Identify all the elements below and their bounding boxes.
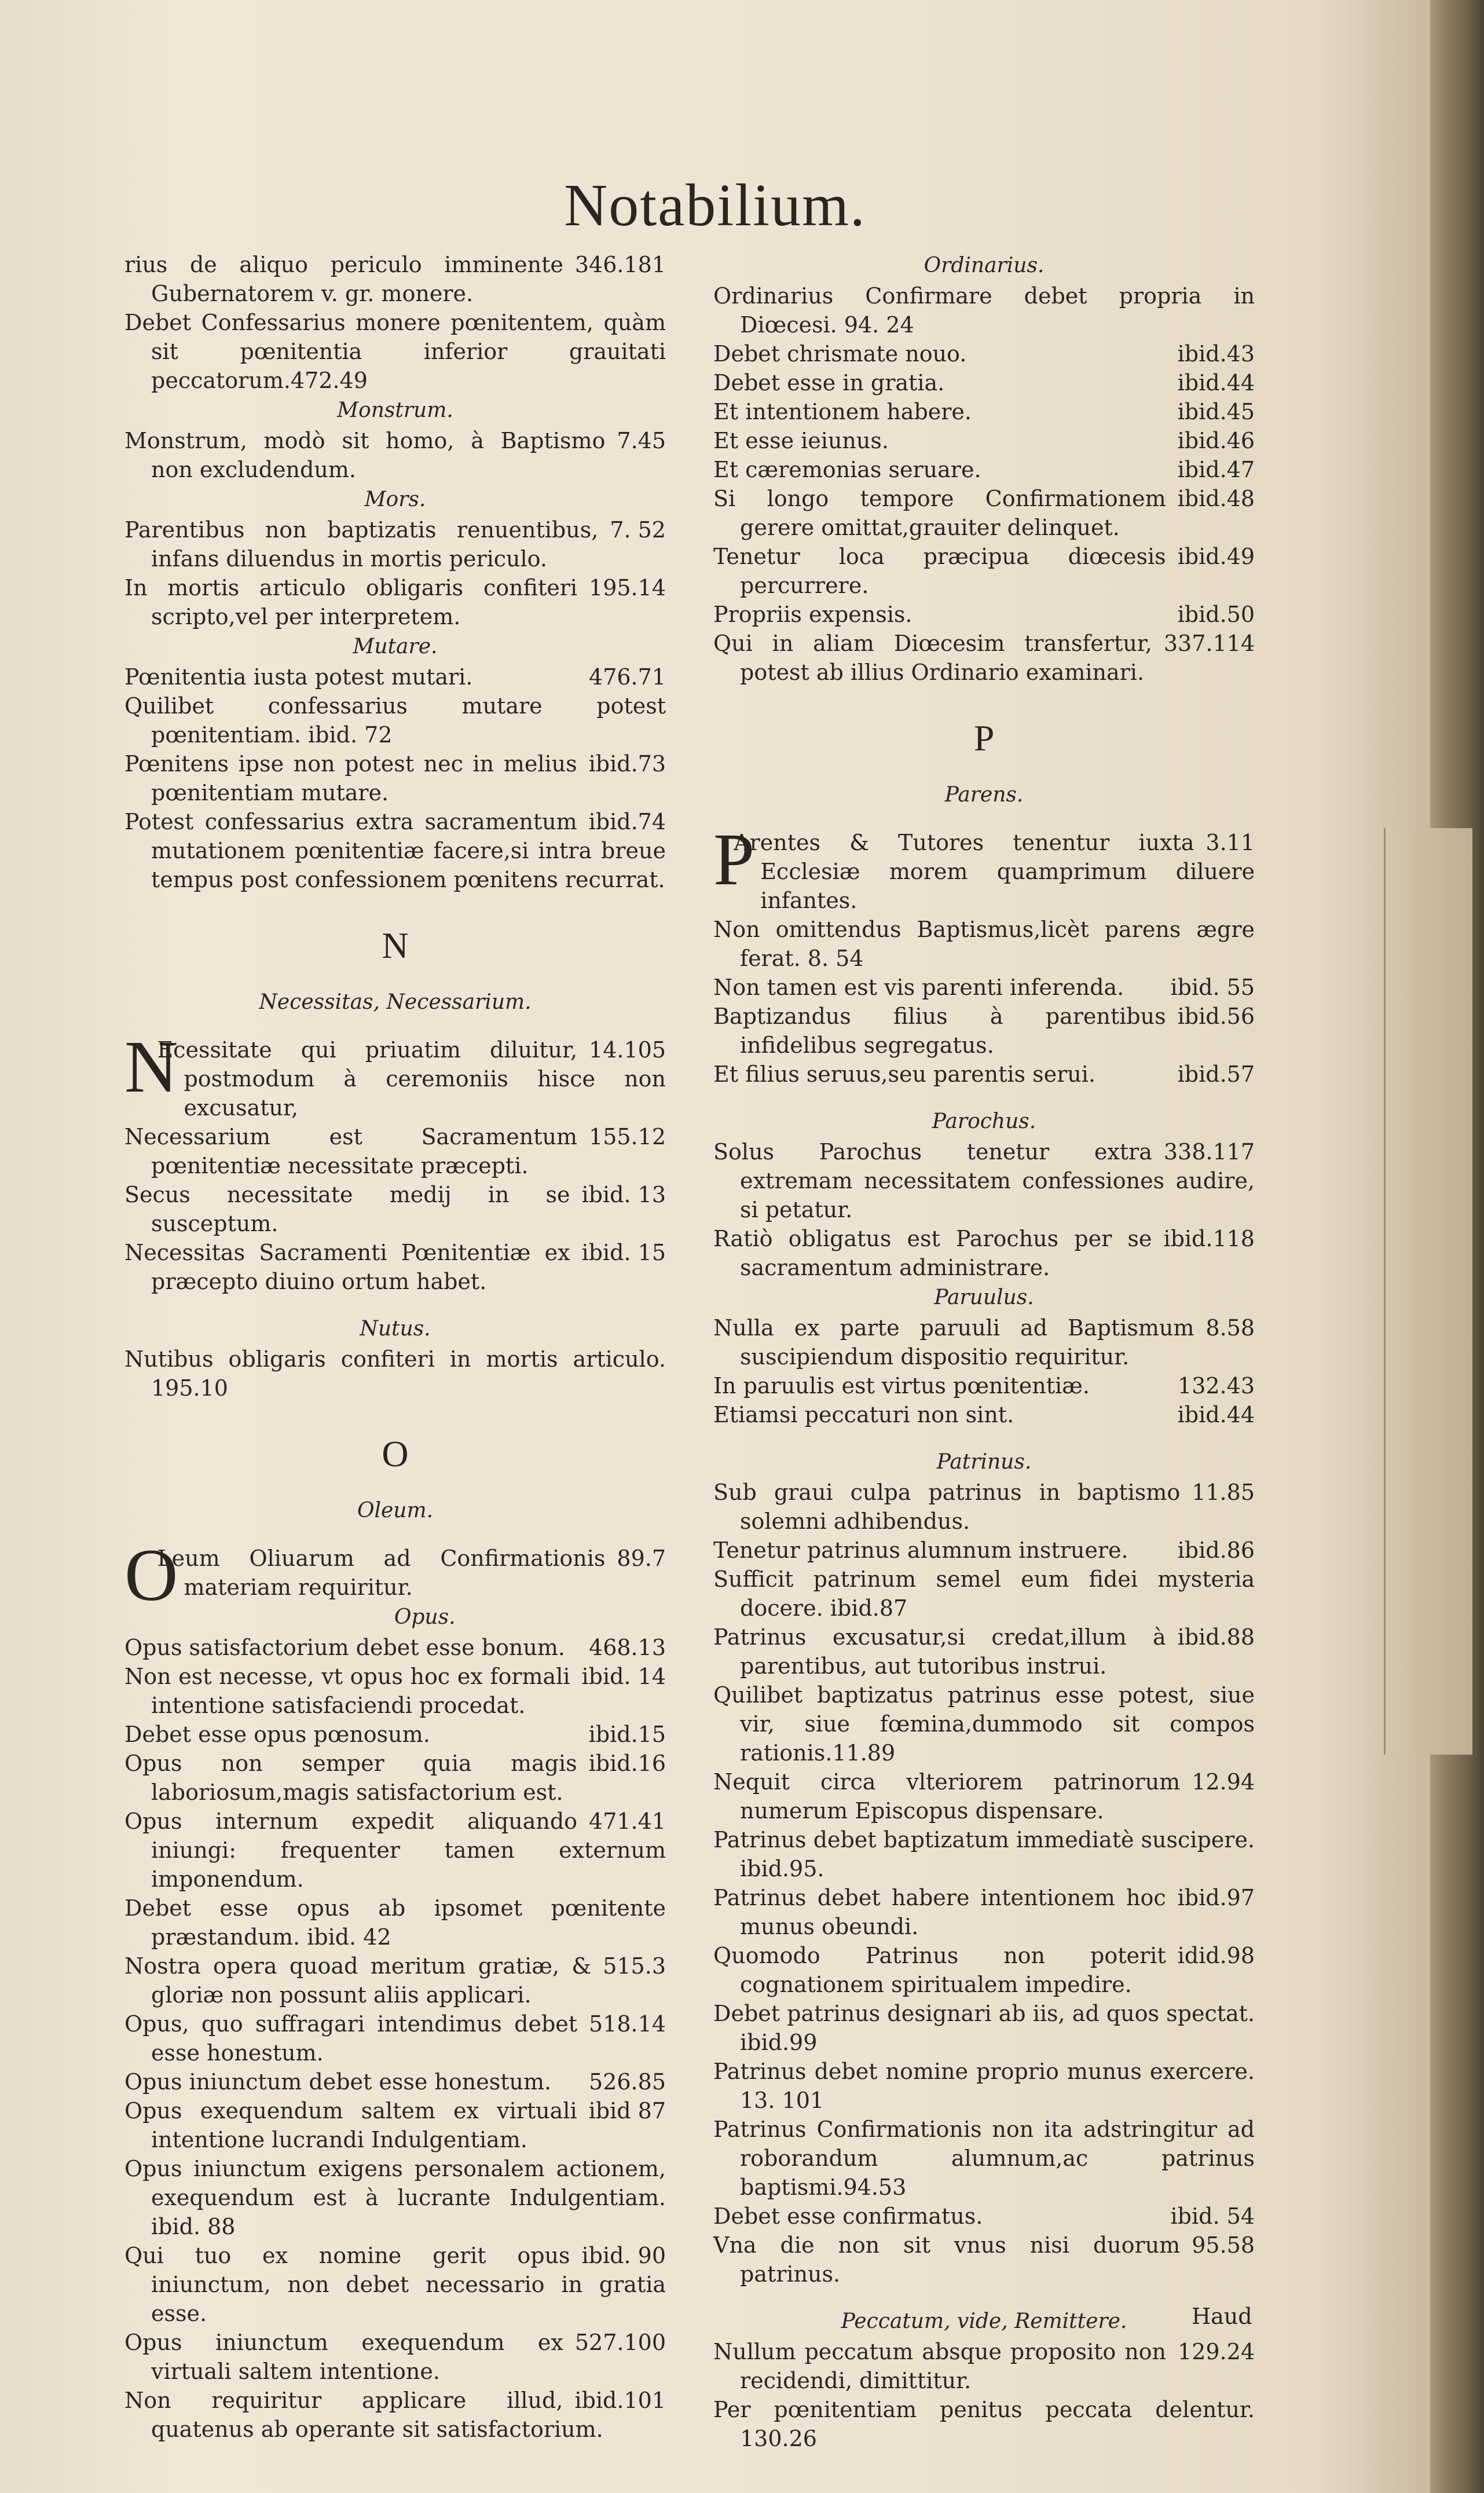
entry-reference: ibid. 54 — [1170, 2203, 1255, 2229]
entry-text: In mortis articulo obligaris confiteri scripto,vel per interpretem. — [124, 575, 578, 629]
entry-reference: ibid.57 — [1177, 1061, 1255, 1087]
entry-text: Non requiritur applicare illud, quatenus ab operante sit satisfactorium. — [124, 2388, 603, 2442]
entry-reference: 515.3 — [603, 1953, 666, 1979]
index-entry — [713, 1224, 1255, 1282]
entry-text: Qui tuo ex nomine gerit opus iniunctum, non debet necessario in gratia esse. — [124, 2243, 666, 2326]
entry-text: Tenetur patrinus alumnum instruere. — [713, 1537, 1128, 1563]
entry-text: In paruulis est virtus pœnitentiæ. — [713, 1373, 1090, 1399]
spacer — [713, 1429, 1255, 1447]
entry-reference: ibid.50 — [1177, 602, 1255, 627]
entry-reference: 476.71 — [589, 664, 666, 690]
entry-text: Propriis expensis. — [713, 602, 913, 627]
section-heading: Opus. — [394, 1605, 456, 1629]
entry-reference: idid.98 — [1177, 1943, 1255, 1968]
entry-reference: 338.117 — [1163, 1139, 1255, 1165]
entry-reference: ibid.46 — [1177, 428, 1255, 453]
entry-text: Solus Parochus tenetur extra extremam necessitatem confessiones audire, si petatur. — [713, 1139, 1255, 1222]
entry-text: Nequit circa vlteriorem patrinorum numerum Episcopus dispensare. — [713, 1769, 1181, 1824]
entry-text: Baptizandus filius à parentibus infidelibus segregatus. — [713, 1004, 1166, 1058]
entry-reference: ibid.49 — [1177, 544, 1255, 569]
entry-reference: ibid.88 — [1177, 1624, 1255, 1650]
entry-text: Qui in aliam Diœcesim transfertur, potest ab illius Ordinario examinari. — [713, 631, 1152, 685]
index-entry — [124, 2067, 666, 2096]
entry-reference: ibid.86 — [1177, 1537, 1255, 1563]
entry-reference: 132.43 — [1178, 1373, 1255, 1399]
entry-text: Si longo tempore Confirmationem gerere omittat,grauiter delinquet. — [713, 486, 1166, 540]
entry-text: Nutibus obligaris confiteri in mortis articulo. 195.10 — [124, 1346, 666, 1401]
index-entry — [713, 600, 1255, 629]
index-entry — [713, 1941, 1255, 1999]
entry-text: rius de aliquo periculo imminente Gubernatorem v. gr. monere. — [124, 252, 563, 306]
entry-reference: 89.7 — [617, 1546, 666, 1571]
entry-text: Et esse ieiunus. — [713, 428, 889, 453]
entry-reference: 95.58 — [1192, 2232, 1255, 2258]
index-entry — [124, 1720, 666, 1749]
entry-text: Patrinus debet baptizatum immediatè suscipere. ibid.95. — [713, 1827, 1255, 1881]
entry-reference: ibid.118 — [1163, 1226, 1255, 1251]
entry-text: Debet esse in gratia. — [713, 370, 945, 396]
entry-reference: ibid.73 — [588, 751, 666, 777]
index-entry — [713, 2202, 1255, 2231]
entry-reference: ibid. 90 — [581, 2243, 666, 2268]
index-entry — [713, 1825, 1255, 1883]
entry-reference: 129.24 — [1178, 2339, 1255, 2364]
index-entry — [713, 1060, 1255, 1089]
section-heading: Paruulus. — [934, 1286, 1034, 1309]
entry-text: Debet esse opus pœnosum. — [124, 1722, 430, 1747]
entry-text: Patrinus debet habere intentionem hoc munus obeundi. — [713, 1885, 1166, 1939]
entry-text: Necessarium est Sacramentum pœnitentiæ necessitate præcepti. — [124, 1124, 578, 1178]
drop-cap: O — [124, 1534, 178, 1616]
entry-text: Etiamsi peccaturi non sint. — [713, 1402, 1014, 1427]
entry-reference: ibid.45 — [1177, 399, 1255, 424]
entry-text: Et intentionem habere. — [713, 399, 972, 424]
index-entry — [713, 1313, 1255, 1371]
index-entry — [713, 915, 1255, 973]
entry-text: Patrinus debet nomine proprio munus exercere. 13. 101 — [713, 2059, 1255, 2113]
index-entry — [124, 1345, 666, 1403]
spacer — [124, 1296, 666, 1313]
index-entry-initial — [713, 818, 1255, 915]
entry-text: Et cæremonias seruare. — [713, 457, 981, 482]
entry-text: Opus internum expedit aliquando iniungi: frequenter tamen externum imponendum. — [124, 1809, 666, 1892]
index-entry — [713, 426, 1255, 455]
letter-heading: O — [382, 1433, 409, 1474]
entry-reference: 14.105 — [589, 1037, 666, 1063]
entry-text: Arentes & Tutores tenentur iuxta Ecclesiæ morem quamprimum diluere infantes. — [734, 830, 1255, 913]
entry-text: Non omittendus Baptismus,licèt parens ægre ferat. 8. 54 — [713, 917, 1255, 971]
index-entry — [124, 2009, 666, 2067]
entry-text: Ecessitate qui priuatim diluitur, postmodum à ceremoniis hisce non excusatur, — [157, 1037, 666, 1121]
index-entry — [713, 455, 1255, 484]
entry-text: Necessitas Sacramenti Pœnitentiæ ex præcepto diuino ortum habet. — [124, 1240, 570, 1294]
index-entry — [713, 1478, 1255, 1536]
index-entry — [124, 1238, 666, 1296]
index-entry — [713, 1371, 1255, 1400]
index-entry — [124, 573, 666, 631]
letter-heading: N — [382, 925, 409, 966]
entry-reference: ibid.47 — [1177, 457, 1255, 482]
index-entry — [713, 368, 1255, 397]
index-entry — [713, 1002, 1255, 1060]
section-heading: Peccatum, vide, Remittere. — [841, 2309, 1127, 2333]
index-entry — [713, 1681, 1255, 1767]
entry-text: Debet esse opus ab ipsomet pœnitente præstandum. ibid. 42 — [124, 1895, 666, 1950]
index-entry — [713, 2057, 1255, 2115]
entry-text: Debet esse confirmatus. — [713, 2203, 983, 2229]
entry-text: Non tamen est vis parenti inferenda. — [713, 975, 1124, 1000]
index-entry — [713, 1767, 1255, 1825]
entry-reference: ibid.44 — [1177, 1402, 1255, 1427]
entry-reference: 471.41 — [589, 1809, 666, 1834]
entry-text: Opus iniunctum debet esse honestum. — [124, 2069, 552, 2095]
index-entry — [713, 397, 1255, 426]
entry-reference: 518.14 — [589, 2011, 666, 2037]
section-heading: Ordinarius. — [924, 254, 1045, 277]
spacer — [713, 811, 1255, 828]
entry-reference: ibid 87 — [588, 2098, 666, 2124]
drop-cap: P — [713, 818, 755, 900]
entry-reference: ibid. 14 — [581, 1664, 666, 1689]
entry-reference: 195.14 — [589, 575, 666, 601]
entry-text: Patrinus Confirmationis non ita adstringitur ad roborandum alumnum,ac patrinus baptismi.94.53 — [713, 2117, 1255, 2200]
index-entry — [713, 281, 1255, 339]
entry-reference: ibid.56 — [1177, 1004, 1255, 1029]
index-entry — [713, 542, 1255, 600]
entry-text: Nullum peccatum absque proposito non recidendi, dimittitur. — [713, 2339, 1167, 2393]
index-entry — [124, 1894, 666, 1952]
entry-text: Debet chrismate nouo. — [713, 341, 967, 367]
index-entry — [713, 973, 1255, 1002]
index-entry — [124, 2096, 666, 2154]
entry-reference: 346.181 — [574, 252, 666, 277]
entry-reference: ibid. 13 — [581, 1182, 666, 1207]
entry-reference: ibid. 15 — [581, 1240, 666, 1265]
entry-text: Debet Confessarius monere pœnitentem, quàm sit pœnitentia inferior grauitati peccatorum.472.49 — [124, 310, 666, 393]
index-entry — [713, 1137, 1255, 1224]
index-entry — [713, 1999, 1255, 2057]
index-entry — [124, 2241, 666, 2328]
index-entry — [124, 2154, 666, 2241]
entry-text: Vna die non sit vnus nisi duorum patrinus. — [713, 2232, 1181, 2287]
entry-text: Quilibet confessarius mutare potest pœnitentiam. ibid. 72 — [124, 693, 666, 748]
index-entry-initial — [124, 1534, 666, 1616]
section-heading: Oleum. — [357, 1499, 434, 1522]
entry-text: Parentibus non baptizatis renuentibus, infans diluendus in mortis periculo. — [124, 517, 599, 572]
section-heading: Mutare. — [353, 635, 438, 658]
spacer — [713, 2289, 1255, 2306]
entry-text: Opus iniunctum exequendum ex virtuali saltem intentione. — [124, 2330, 563, 2384]
spacer — [124, 1018, 666, 1035]
left-column — [124, 250, 666, 2444]
entry-text: Pœnitentia iusta potest mutari. — [124, 664, 473, 690]
entry-reference: 11.85 — [1192, 1480, 1255, 1505]
index-entry — [713, 1565, 1255, 1623]
section-heading: Patrinus. — [936, 1450, 1032, 1474]
index-entry — [124, 662, 666, 691]
entry-text: Ratiò obligatus est Parochus per se sacramentum administrare. — [713, 1226, 1152, 1280]
entry-reference: 468.13 — [589, 1635, 666, 1660]
section-heading: Necessitas, Necessarium. — [259, 990, 532, 1014]
entry-reference: ibid.44 — [1177, 370, 1255, 396]
right-column — [713, 250, 1255, 2453]
entry-reference: ibid.43 — [1177, 341, 1255, 367]
entry-text: Opus non semper quia magis laboriosum,magis satisfactorium est. — [124, 1751, 577, 1805]
entry-text: Non est necesse, vt opus hoc ex formali intentione satisfaciendi procedat. — [124, 1664, 570, 1718]
entry-reference: ibid.15 — [588, 1722, 666, 1747]
binding-tab — [1384, 828, 1472, 1755]
entry-text: Ordinarius Confirmare debet propria in Diœcesi. 94. 24 — [713, 283, 1255, 338]
entry-reference: 12.94 — [1192, 1769, 1255, 1795]
index-entry — [713, 484, 1255, 542]
index-entry-initial — [124, 1026, 666, 1122]
index-entry — [713, 629, 1255, 687]
entry-text: Patrinus excusatur,si credat,illum à parentibus, aut tutoribus instrui. — [713, 1624, 1166, 1679]
index-entry — [124, 2328, 666, 2386]
index-entry — [713, 1883, 1255, 1941]
entry-text: Opus satisfactorium debet esse bonum. — [124, 1635, 565, 1660]
entry-text: Sub graui culpa patrinus in baptismo solemni adhibendus. — [713, 1480, 1181, 1534]
entry-text: Tenetur loca præcipua diœcesis percurrere. — [713, 544, 1166, 598]
entry-reference: ibid.48 — [1177, 486, 1255, 511]
entry-reference: ibid.16 — [588, 1751, 666, 1776]
entry-text: Nostra opera quoad meritum gratiæ, & gloriæ non possunt aliis applicari. — [124, 1953, 592, 2008]
page-title: Notabilium. — [564, 172, 866, 239]
entry-reference: 155.12 — [589, 1124, 666, 1150]
spacer — [124, 1526, 666, 1544]
entry-text: Opus iniunctum exigens personalem actionem, exequendum est à lucrante Indulgentiam. ibid. 88 — [124, 2156, 666, 2239]
section-heading: Parochus. — [932, 1110, 1036, 1133]
section-heading: Monstrum. — [337, 398, 453, 422]
index-entry — [713, 1623, 1255, 1681]
index-entry — [713, 2231, 1255, 2289]
index-entry — [124, 1952, 666, 2009]
entry-reference: 526.85 — [589, 2069, 666, 2095]
entry-reference: ibid.74 — [588, 809, 666, 834]
entry-text: Pœnitens ipse non potest nec in melius pœnitentiam mutare. — [124, 751, 577, 806]
entry-text: Per pœnitentiam penitus peccata delentur. 130.26 — [713, 2397, 1255, 2451]
index-entry — [713, 339, 1255, 368]
index-entry — [124, 1807, 666, 1894]
index-entry — [124, 2386, 666, 2444]
entry-reference: 3.11 — [1205, 830, 1255, 855]
letter-heading: P — [973, 717, 995, 759]
section-heading: Parens. — [944, 783, 1024, 807]
index-entry — [713, 2395, 1255, 2453]
entry-text: Secus necessitate medij in se susceptum. — [124, 1182, 570, 1236]
entry-text: Leum Oliuarum ad Confirmationis materiam requiritur. — [157, 1546, 606, 1600]
section-heading: Mors. — [364, 488, 426, 511]
index-entry — [124, 691, 666, 749]
drop-cap: N — [124, 1026, 178, 1108]
index-entry — [124, 1180, 666, 1238]
index-entry — [124, 426, 666, 484]
catchword: Haud — [1192, 2304, 1252, 2329]
entry-reference: 7.45 — [617, 428, 666, 453]
entry-reference: ibid.97 — [1177, 1885, 1255, 1910]
index-entry — [124, 250, 666, 308]
index-entry — [124, 749, 666, 807]
entry-reference: 8.58 — [1205, 1315, 1255, 1341]
entry-reference: ibid.101 — [574, 2388, 666, 2413]
index-entry — [713, 1536, 1255, 1565]
index-entry — [124, 308, 666, 395]
index-entry — [124, 1749, 666, 1807]
entry-text: Quilibet baptizatus patrinus esse potest, siue vir, siue fœmina,dummodo sit compos rationis.11.89 — [713, 1682, 1255, 1766]
index-entry — [124, 1633, 666, 1662]
entry-text: Debet patrinus designari ab iis, ad quos spectat. ibid.99 — [713, 2001, 1255, 2055]
entry-reference: ibid. 55 — [1170, 975, 1255, 1000]
entry-reference: 527.100 — [574, 2330, 666, 2355]
index-entry — [124, 1122, 666, 1180]
index-entry — [713, 2337, 1255, 2395]
spacer — [713, 1089, 1255, 1106]
entry-text: Quomodo Patrinus non poterit cognationem spiritualem impedire. — [713, 1943, 1166, 1997]
entry-text: Monstrum, modò sit homo, à Baptismo non excludendum. — [124, 428, 606, 482]
entry-text: Opus exequendum saltem ex virtuali intentione lucrandi Indulgentiam. — [124, 2098, 577, 2152]
section-heading: Nutus. — [360, 1317, 431, 1341]
entry-text: Et filius seruus,seu parentis serui. — [713, 1061, 1095, 1087]
index-entry — [713, 1400, 1255, 1429]
entry-text: Potest confessarius extra sacramentum mutationem pœnitentiæ facere,si intra breue tempus post confessionem pœnitens recurrat. — [124, 809, 666, 892]
entry-reference: 7. 52 — [610, 517, 666, 543]
entry-text: Sufficit patrinum semel eum fidei mysteria docere. ibid.87 — [713, 1566, 1255, 1621]
index-entry — [124, 515, 666, 573]
index-entry — [124, 807, 666, 894]
entry-reference: 337.114 — [1163, 631, 1255, 656]
index-entry — [124, 1662, 666, 1720]
index-entry — [713, 2115, 1255, 2202]
entry-text: Opus, quo suffragari intendimus debet esse honestum. — [124, 2011, 578, 2066]
entry-text: Nulla ex parte paruuli ad Baptismum suscipiendum dispositio requiritur. — [713, 1315, 1194, 1370]
